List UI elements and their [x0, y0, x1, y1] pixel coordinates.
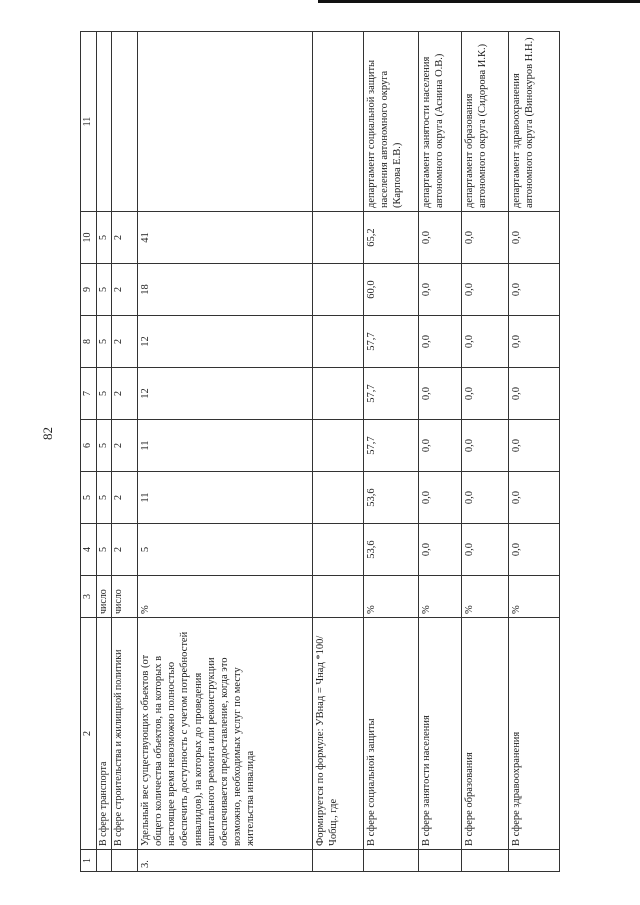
value-cell: 11	[138, 420, 313, 472]
row-unit: %	[138, 576, 313, 618]
table-row	[138, 32, 313, 872]
value-cell: 0,0	[419, 264, 462, 316]
row-name: В сфере образования	[462, 618, 509, 850]
row-number	[419, 850, 462, 872]
value-cell: 41	[138, 212, 313, 264]
row-number	[509, 850, 560, 872]
value-cell: 5	[96, 524, 112, 576]
row-number	[313, 850, 364, 872]
value-cell: 0,0	[419, 212, 462, 264]
col-header: 4	[81, 524, 97, 576]
value-cell: 11	[138, 472, 313, 524]
col-header: 8	[81, 316, 97, 368]
value-cell: 57,7	[364, 316, 419, 368]
row-unit: число	[112, 576, 138, 618]
col-header: 11	[81, 32, 97, 212]
header-row	[81, 32, 97, 872]
row-name: В сфере транспорта	[96, 618, 112, 850]
value-cell: 0,0	[419, 524, 462, 576]
value-cell: 0,0	[509, 316, 560, 368]
value-cell: 18	[138, 264, 313, 316]
value-cell: 2	[112, 212, 138, 264]
row-unit: %	[462, 576, 509, 618]
value-cell: 2	[112, 524, 138, 576]
value-cell: 0,0	[509, 368, 560, 420]
value-cell: 2	[112, 368, 138, 420]
value-cell: 5	[96, 316, 112, 368]
value-cell: 2	[112, 420, 138, 472]
value-cell: 0,0	[419, 472, 462, 524]
value-cell: 0,0	[509, 524, 560, 576]
row-unit: число	[96, 576, 112, 618]
value-cell	[313, 264, 364, 316]
row-number: 3.	[138, 850, 313, 872]
value-cell: 0,0	[509, 472, 560, 524]
responsible-cell	[138, 32, 313, 212]
table-row	[313, 32, 364, 872]
table-row	[112, 32, 138, 872]
page-number: 82	[40, 427, 55, 440]
responsible-cell: департамент здравоохранения автономного округа (Винокуров Н.Н.)	[509, 32, 560, 212]
col-header: 6	[81, 420, 97, 472]
col-header: 1	[81, 850, 97, 872]
table-row	[509, 32, 560, 872]
row-unit	[313, 576, 364, 618]
indicators-table	[80, 31, 560, 872]
value-cell	[313, 368, 364, 420]
value-cell: 2	[112, 264, 138, 316]
value-cell: 0,0	[509, 420, 560, 472]
rotated-table-wrapper	[80, 32, 640, 872]
row-number	[96, 850, 112, 872]
top-rule	[318, 0, 640, 3]
col-header: 3	[81, 576, 97, 618]
value-cell: 53,6	[364, 524, 419, 576]
row-unit: %	[509, 576, 560, 618]
row-name: В сфере здравоохранения	[509, 618, 560, 850]
value-cell: 0,0	[462, 368, 509, 420]
value-cell: 0,0	[419, 316, 462, 368]
row-number	[462, 850, 509, 872]
value-cell: 0,0	[462, 420, 509, 472]
table-row	[96, 32, 112, 872]
formula-text: Формируется по формуле: УВнад = Чнад *100/Чобщ., где	[313, 618, 364, 850]
value-cell: 0,0	[509, 212, 560, 264]
value-cell	[313, 316, 364, 368]
value-cell	[313, 472, 364, 524]
value-cell: 57,7	[364, 420, 419, 472]
value-cell	[313, 212, 364, 264]
value-cell	[313, 420, 364, 472]
table-row	[419, 32, 462, 872]
row-number	[112, 850, 138, 872]
value-cell: 0,0	[419, 420, 462, 472]
row-name: В сфере строительства и жилищной политики	[112, 618, 138, 850]
value-cell: 0,0	[419, 368, 462, 420]
row-number	[364, 850, 419, 872]
value-cell: 5	[96, 264, 112, 316]
value-cell: 12	[138, 368, 313, 420]
row-unit: %	[419, 576, 462, 618]
value-cell: 60,0	[364, 264, 419, 316]
col-header: 10	[81, 212, 97, 264]
value-cell: 0,0	[462, 316, 509, 368]
value-cell: 0,0	[462, 264, 509, 316]
col-header: 2	[81, 618, 97, 850]
table-row	[364, 32, 419, 872]
responsible-cell	[112, 32, 138, 212]
value-cell: 2	[112, 316, 138, 368]
responsible-cell: департамент социальной защиты населения автономного округа (Карпова Е.В.)	[364, 32, 419, 212]
row-unit: %	[364, 576, 419, 618]
value-cell: 57,7	[364, 368, 419, 420]
value-cell: 5	[96, 212, 112, 264]
value-cell: 5	[96, 420, 112, 472]
value-cell: 5	[138, 524, 313, 576]
row-name: В сфере занятости населения	[419, 618, 462, 850]
row-name: Удельный вес существующих объектов (от общего количества объектов, на которых в настоящее время невозможно полностью обеспечить доступность с учетом потребностей инвалидов), на которых до проведения капитального ремонта или реконструкции обеспечивается предоставление, когда это возможно, необходимых услуг по месту жительства инвалида	[138, 618, 313, 850]
value-cell: 0,0	[462, 212, 509, 264]
responsible-cell: департамент занятости населения автономного округа (Аснина О.В.)	[419, 32, 462, 212]
responsible-cell	[96, 32, 112, 212]
value-cell: 5	[96, 472, 112, 524]
value-cell: 12	[138, 316, 313, 368]
value-cell: 5	[96, 368, 112, 420]
value-cell: 0,0	[462, 524, 509, 576]
value-cell: 0,0	[509, 264, 560, 316]
value-cell: 0,0	[462, 472, 509, 524]
responsible-cell	[313, 32, 364, 212]
col-header: 7	[81, 368, 97, 420]
value-cell: 65,2	[364, 212, 419, 264]
value-cell: 53,6	[364, 472, 419, 524]
responsible-cell: департамент образования автономного округа (Сидорова И.К.)	[462, 32, 509, 212]
col-header: 5	[81, 472, 97, 524]
value-cell	[313, 524, 364, 576]
col-header: 9	[81, 264, 97, 316]
row-name: В сфере социальной защиты	[364, 618, 419, 850]
value-cell: 2	[112, 472, 138, 524]
table-row	[462, 32, 509, 872]
